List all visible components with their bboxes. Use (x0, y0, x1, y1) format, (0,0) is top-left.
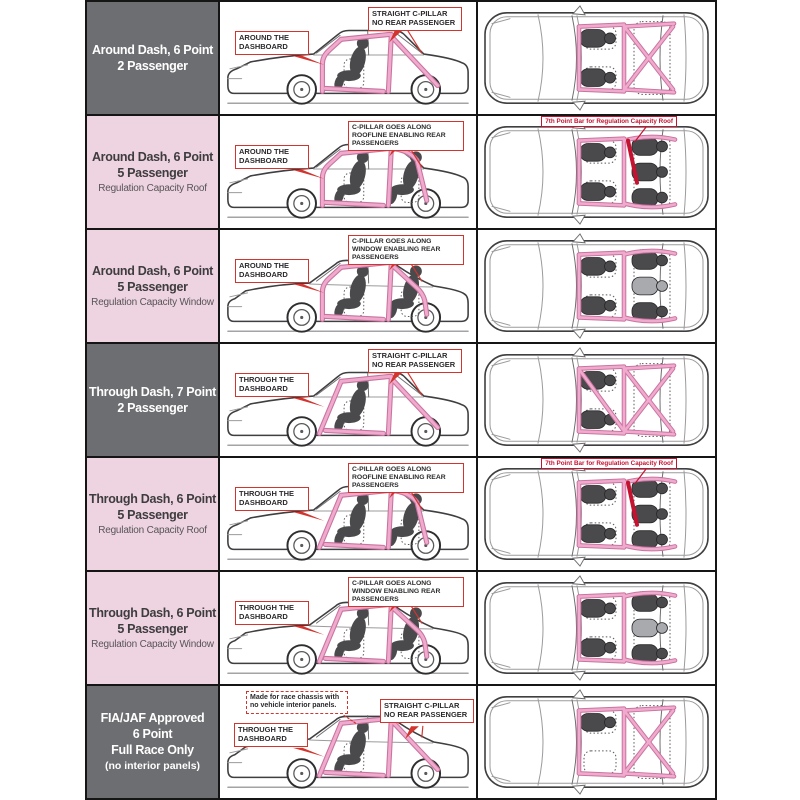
config-title: Through Dash, 6 Point (88, 492, 217, 506)
row-label-cell (87, 572, 220, 684)
car-top-illustration (478, 344, 715, 456)
config-subtitle: Regulation Capacity Window (91, 296, 214, 308)
config-passengers: 2 Passenger (117, 401, 188, 415)
dashboard-annotation: THROUGH THE DASHBOARD (235, 487, 309, 511)
config-row-7 (87, 686, 715, 800)
cpillar-annotation: STRAIGHT C-PILLAR NO REAR PASSENGER (368, 349, 462, 373)
dashboard-annotation: AROUND THE DASHBOARD (235, 145, 309, 169)
config-passengers: 5 Passenger (117, 508, 188, 523)
seventh-point-annotation: 7th Point Bar for Regulation Capacity Roof (541, 116, 677, 127)
cpillar-annotation: C-PILLAR GOES ALONG ROOFLINE ENABLING REAR PASSENGERS (348, 121, 464, 151)
config-note: (no interior panels) (104, 760, 201, 773)
rollcage-configuration-table (85, 0, 717, 800)
row-label-cell (87, 2, 220, 114)
side-view-cell (220, 230, 478, 342)
top-view-cell (478, 572, 715, 684)
row-label-cell (87, 230, 220, 342)
row-label-cell (87, 116, 220, 228)
dashboard-annotation: THROUGH THE DASHBOARD (235, 601, 309, 625)
config-row-4 (87, 344, 715, 458)
config-title: Around Dash, 6 Point (91, 150, 214, 164)
config-row-5 (87, 458, 715, 572)
config-passengers: 5 Passenger (117, 280, 188, 295)
row-label-cell (87, 458, 220, 570)
side-view-cell (220, 458, 478, 570)
top-view-cell (478, 458, 715, 570)
dashboard-annotation: AROUND THE DASHBOARD (235, 259, 309, 283)
side-view-cell (220, 686, 478, 798)
config-title: Through Dash, 6 Point (88, 606, 217, 620)
cpillar-annotation: STRAIGHT C-PILLAR NO REAR PASSENGER (380, 699, 474, 723)
config-title: Around Dash, 6 Point (91, 42, 214, 57)
config-title: Through Dash, 7 Point (88, 384, 217, 399)
car-top-illustration (478, 458, 715, 570)
car-top-illustration (478, 572, 715, 684)
car-top-illustration (478, 686, 715, 798)
side-view-cell (220, 116, 478, 228)
cpillar-annotation: C-PILLAR GOES ALONG ROOFLINE ENABLING REAR PASSENGERS (348, 463, 464, 493)
config-passengers: 6 Point (132, 727, 173, 742)
side-view-cell (220, 572, 478, 684)
config-passengers: 2 Passenger (117, 59, 188, 73)
config-passengers: 5 Passenger (117, 166, 188, 181)
side-view-cell (220, 344, 478, 456)
top-view-cell (478, 686, 715, 798)
dashboard-annotation: THROUGH THE DASHBOARD (234, 723, 308, 747)
config-subtitle: Regulation Capacity Roof (98, 182, 207, 194)
config-row-3 (87, 230, 715, 344)
cpillar-annotation: STRAIGHT C-PILLAR NO REAR PASSENGER (368, 7, 462, 31)
config-subtitle: Regulation Capacity Window (91, 638, 214, 650)
top-view-cell (478, 2, 715, 114)
config-subtitle: Regulation Capacity Roof (98, 524, 207, 536)
car-top-illustration (478, 2, 715, 114)
car-top-illustration (478, 230, 715, 342)
row-label-cell (87, 686, 220, 798)
cpillar-annotation: C-PILLAR GOES ALONG WINDOW ENABLING REAR PASSENGERS (348, 577, 464, 607)
top-view-cell (478, 116, 715, 228)
config-row-6 (87, 572, 715, 686)
dashboard-annotation: THROUGH THE DASHBOARD (235, 373, 309, 397)
race-note-annotation: Made for race chassis with no vehicle interior panels. (246, 691, 348, 714)
side-view-cell (220, 2, 478, 114)
config-passengers: 5 Passenger (117, 622, 188, 637)
top-view-cell (478, 344, 715, 456)
config-title: FIA/JAF Approved (100, 710, 205, 725)
dashboard-annotation: AROUND THE DASHBOARD (235, 31, 309, 55)
car-top-illustration (478, 116, 715, 228)
seventh-point-annotation: 7th Point Bar for Regulation Capacity Roof (541, 458, 677, 469)
config-row-1 (87, 2, 715, 116)
config-row-2 (87, 116, 715, 230)
config-subtitle: Full Race Only (111, 743, 194, 758)
config-title: Around Dash, 6 Point (91, 264, 214, 278)
row-label-cell (87, 344, 220, 456)
cpillar-annotation: C-PILLAR GOES ALONG WINDOW ENABLING REAR PASSENGERS (348, 235, 464, 265)
top-view-cell (478, 230, 715, 342)
